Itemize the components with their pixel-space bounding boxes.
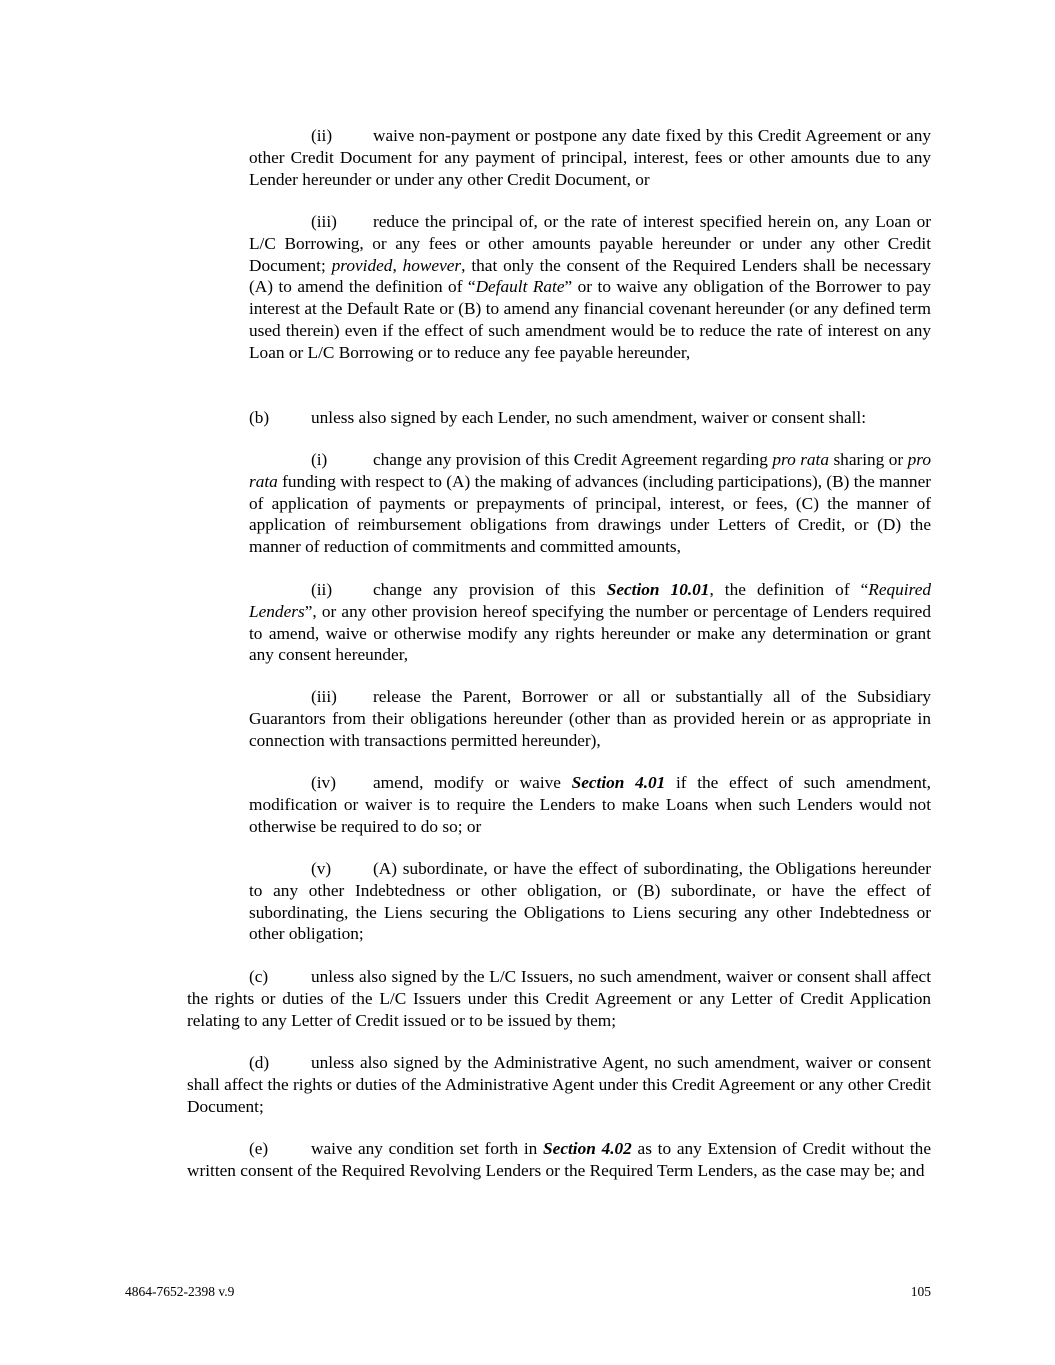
paragraph-text: , that only the consent of the Required Lenders shall be necessary (A) to amend the definition of “ (249, 255, 931, 297)
paragraph-text: , the definition of “ (709, 580, 869, 599)
paragraph-text: amend, modify or waive (373, 773, 572, 792)
paragraph-text: if the effect of such amendment, modification or waiver is to require the Lenders to make Loans when such Lenders would not otherwise be required to do so; or (249, 773, 931, 836)
paragraph-a-ii (249, 125, 931, 190)
paragraph-text: release the Parent, Borrower or all or substantially all of the Subsidiary Guarantors from their obligations hereunder (other than as provided herein or as appropriate in connection with transactions permitted hereunder), (249, 687, 931, 750)
item-number: (iv) (311, 773, 336, 792)
footer-doc-id: 4864-7652-2398 v.9 (125, 1284, 235, 1299)
paragraph-text: ” or to waive any obligation of the Borrower to pay interest at the Default Rate or (B) to amend any financial covenant hereunder (or any defined term used therein) even if the effect of such amendment would be to reduce the rate of interest on any Loan or L/C Borrowing or to reduce any fee payable hereunder, (249, 277, 931, 362)
paragraph-text: (A) subordinate, or have the effect of subordinating, the Obligations hereunder to any other Indebtedness or other obligation, or (B) subordinate, or have the effect of subordinating, the Liens securing the Obligations to Liens securing any other Indebtedness or other obligation; (249, 859, 931, 944)
paragraph-b-v (249, 858, 931, 945)
paragraph-text: change any provision of this (373, 580, 607, 599)
term-required-lenders: Required Lenders (249, 580, 932, 621)
paragraph-text: unless also signed by each Lender, no such amendment, waiver or consent shall: (311, 408, 867, 427)
footer-page-number: 105 (910, 1284, 931, 1299)
term-default-rate: Default Rate (475, 277, 565, 297)
paragraph-d (187, 1052, 931, 1117)
item-number: (e) (249, 1139, 269, 1158)
paragraph-b-ii (249, 579, 931, 666)
item-number: (iii) (311, 212, 337, 231)
paragraph-b (249, 407, 931, 429)
paragraph-text: as to any Extension of Credit without the written consent of the Required Revolving Lenders or the Required Term Lenders, as the case may be; and (187, 1139, 931, 1180)
paragraph-text: unless also signed by the L/C Issuers, no such amendment, waiver or consent shall affect the rights or duties of the L/C Issuers under this Credit Agreement or any Letter of Credit Application relating to any Letter of Credit issued or to be issued by them; (187, 967, 931, 1030)
paragraph-text: waive non-payment or postpone any date fixed by this Credit Agreement or any other Credit Document for any payment of principal, interest, fees or other amounts due to any Lender hereunder or under any other Credit Document, or (249, 126, 931, 189)
paragraph-e (187, 1138, 931, 1182)
section-reference: Section 10.01 (606, 580, 710, 599)
paragraph-b-iii (249, 686, 931, 751)
paragraph-text: funding with respect to (A) the making of advances (including participations), (B) the manner of application of payments or prepayments of principal, interest, or fees, (C) the manner of application of reimbursement obligations from drawings under Letters of Credit, or (D) the manner of reduction of commitments and committed amounts, (249, 471, 931, 557)
item-number: (d) (249, 1053, 270, 1072)
item-number: (ii) (311, 126, 333, 145)
paragraph-text: sharing or (829, 450, 908, 469)
paragraph-text: reduce the principal of, or the rate of interest specified herein on, any Loan or L/C Borrowing, or any fees or other amounts payable hereunder or under any other Credit Document; (249, 212, 931, 275)
paragraph-text: unless also signed by the Administrative Agent, no such amendment, waiver or consent shall affect the rights or duties of the Administrative Agent under this Credit Agreement or any other Credit Document; (187, 1053, 931, 1116)
item-number: (c) (249, 967, 269, 986)
term-provided: provided (331, 255, 393, 275)
item-number: (iii) (311, 687, 337, 706)
section-reference: Section 4.01 (571, 773, 666, 792)
paragraph-text: change any provision of this Credit Agreement regarding (373, 450, 773, 469)
paragraph-a-iii (249, 211, 931, 364)
term-however: however (402, 255, 462, 275)
paragraph-b-i (249, 449, 931, 558)
item-number: (ii) (311, 580, 333, 599)
term-pro-rata: pro rata (249, 450, 931, 491)
section-reference: Section 4.02 (543, 1139, 632, 1158)
item-number: (b) (249, 408, 270, 427)
item-number: (v) (311, 859, 332, 878)
paragraph-text: ”, or any other provision hereof specifying the number or percentage of Lenders required to amend, waive or otherwise modify any rights hereunder or make any determination or grant any consent hereunder, (249, 601, 931, 665)
paragraph-text: waive any condition set forth in (311, 1139, 544, 1158)
item-number: (i) (311, 450, 328, 469)
paragraph-c (187, 966, 931, 1031)
term-pro-rata: pro rata (772, 450, 829, 469)
paragraph-text: , (392, 255, 403, 275)
paragraph-b-iv (249, 772, 931, 837)
